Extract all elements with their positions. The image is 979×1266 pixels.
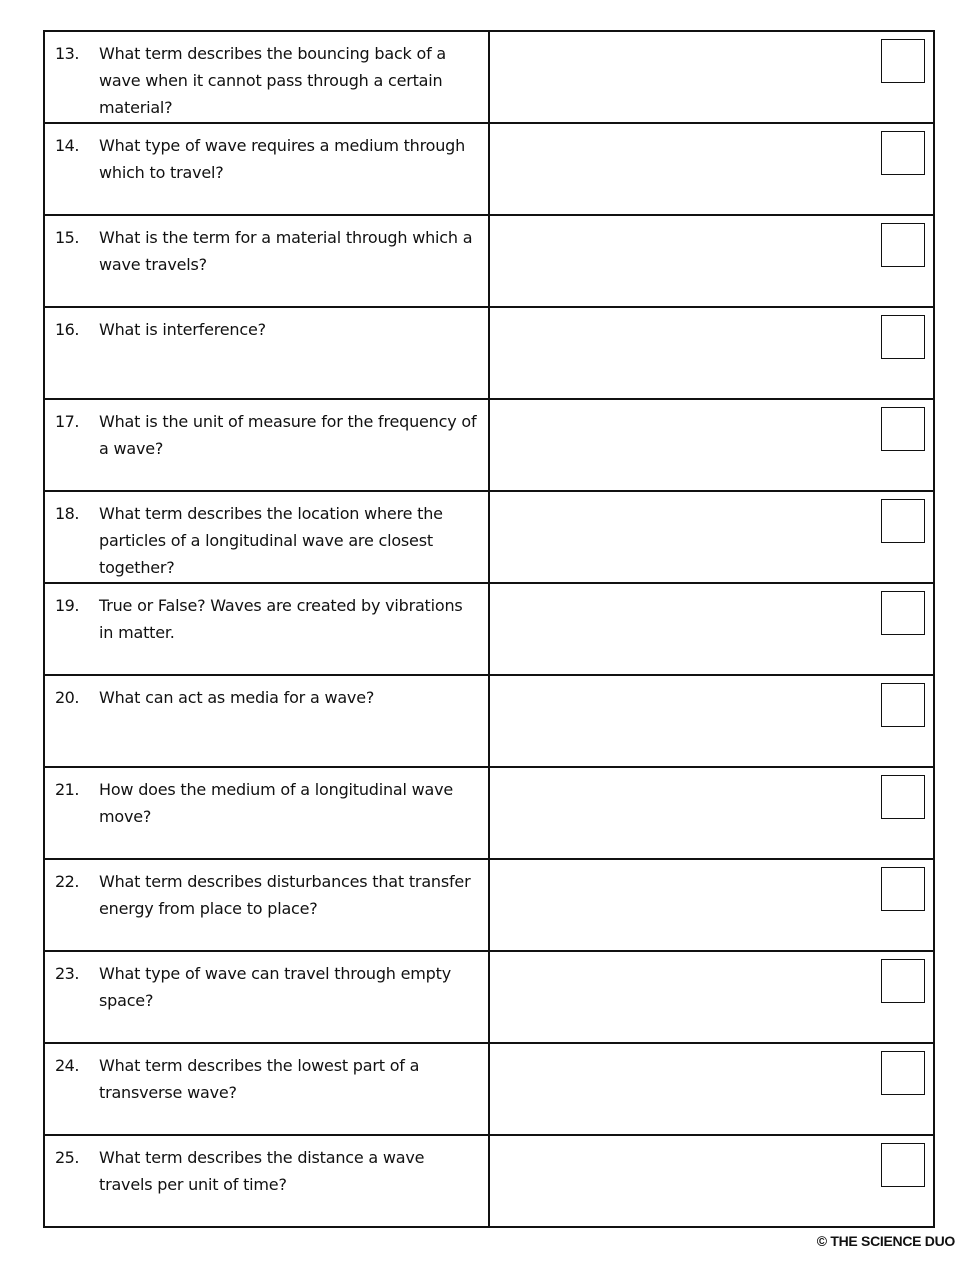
question-number: 21. xyxy=(55,780,79,799)
question-cell xyxy=(45,216,490,306)
question-text: What term describes the distance a wave travels per unit of time? xyxy=(99,1148,425,1194)
question-row-24 xyxy=(45,1044,933,1136)
question-table xyxy=(43,30,935,1228)
question-row-14 xyxy=(45,124,933,216)
question-number: 13. xyxy=(55,44,79,63)
question-number: 19. xyxy=(55,596,79,615)
question-text: What is the unit of measure for the frequency of a wave? xyxy=(99,412,477,458)
question-number: 24. xyxy=(55,1056,79,1075)
answer-cell[interactable] xyxy=(490,400,933,490)
question-text: What term describes the location where the particles of a longitudinal wave are closest together? xyxy=(99,504,443,577)
question-text: What can act as media for a wave? xyxy=(99,688,375,707)
question-cell xyxy=(45,32,490,122)
answer-cell[interactable] xyxy=(490,216,933,306)
answer-cell[interactable] xyxy=(490,860,933,950)
question-text: What term describes the bouncing back of a wave when it cannot pass through a certain material? xyxy=(99,44,447,117)
question-row-22 xyxy=(45,860,933,952)
question-number: 18. xyxy=(55,504,79,523)
answer-cell[interactable] xyxy=(490,584,933,674)
question-text: How does the medium of a longitudinal wave move? xyxy=(99,780,454,826)
check-box[interactable] xyxy=(881,683,925,727)
answer-cell[interactable] xyxy=(490,492,933,582)
question-cell xyxy=(45,1044,490,1134)
question-row-21 xyxy=(45,768,933,860)
question-number: 14. xyxy=(55,136,79,155)
question-text: What is interference? xyxy=(99,320,266,339)
question-row-18 xyxy=(45,492,933,584)
question-cell xyxy=(45,308,490,398)
answer-cell[interactable] xyxy=(490,32,933,122)
answer-cell[interactable] xyxy=(490,124,933,214)
question-number: 20. xyxy=(55,688,79,707)
question-number: 16. xyxy=(55,320,79,339)
question-number: 22. xyxy=(55,872,79,891)
answer-cell[interactable] xyxy=(490,1044,933,1134)
question-row-16 xyxy=(45,308,933,400)
question-text: True or False? Waves are created by vibrations in matter. xyxy=(99,596,463,642)
check-box[interactable] xyxy=(881,959,925,1003)
question-cell xyxy=(45,860,490,950)
question-row-23 xyxy=(45,952,933,1044)
check-box[interactable] xyxy=(881,499,925,543)
question-cell xyxy=(45,124,490,214)
check-box[interactable] xyxy=(881,1051,925,1095)
question-cell xyxy=(45,768,490,858)
question-cell xyxy=(45,584,490,674)
answer-cell[interactable] xyxy=(490,676,933,766)
question-cell xyxy=(45,952,490,1042)
copyright-footer: © THE SCIENCE DUO xyxy=(816,1233,955,1249)
question-text: What type of wave can travel through empty space? xyxy=(99,964,451,1010)
check-box[interactable] xyxy=(881,775,925,819)
question-text: What term describes disturbances that transfer energy from place to place? xyxy=(99,872,471,918)
answer-cell[interactable] xyxy=(490,952,933,1042)
question-number: 15. xyxy=(55,228,79,247)
question-text: What is the term for a material through which a wave travels? xyxy=(99,228,473,274)
answer-cell[interactable] xyxy=(490,768,933,858)
answer-cell[interactable] xyxy=(490,308,933,398)
question-text: What term describes the lowest part of a transverse wave? xyxy=(99,1056,420,1102)
question-row-13 xyxy=(45,32,933,124)
question-cell xyxy=(45,676,490,766)
check-box[interactable] xyxy=(881,867,925,911)
question-cell xyxy=(45,400,490,490)
question-row-20 xyxy=(45,676,933,768)
question-cell xyxy=(45,1136,490,1226)
check-box[interactable] xyxy=(881,1143,925,1187)
question-text: What type of wave requires a medium through which to travel? xyxy=(99,136,466,182)
question-row-15 xyxy=(45,216,933,308)
check-box[interactable] xyxy=(881,407,925,451)
check-box[interactable] xyxy=(881,315,925,359)
question-row-19 xyxy=(45,584,933,676)
question-number: 23. xyxy=(55,964,79,983)
question-row-17 xyxy=(45,400,933,492)
question-row-25 xyxy=(45,1136,933,1226)
question-number: 17. xyxy=(55,412,79,431)
check-box[interactable] xyxy=(881,223,925,267)
check-box[interactable] xyxy=(881,39,925,83)
check-box[interactable] xyxy=(881,591,925,635)
question-cell xyxy=(45,492,490,582)
answer-cell[interactable] xyxy=(490,1136,933,1226)
check-box[interactable] xyxy=(881,131,925,175)
question-number: 25. xyxy=(55,1148,79,1167)
